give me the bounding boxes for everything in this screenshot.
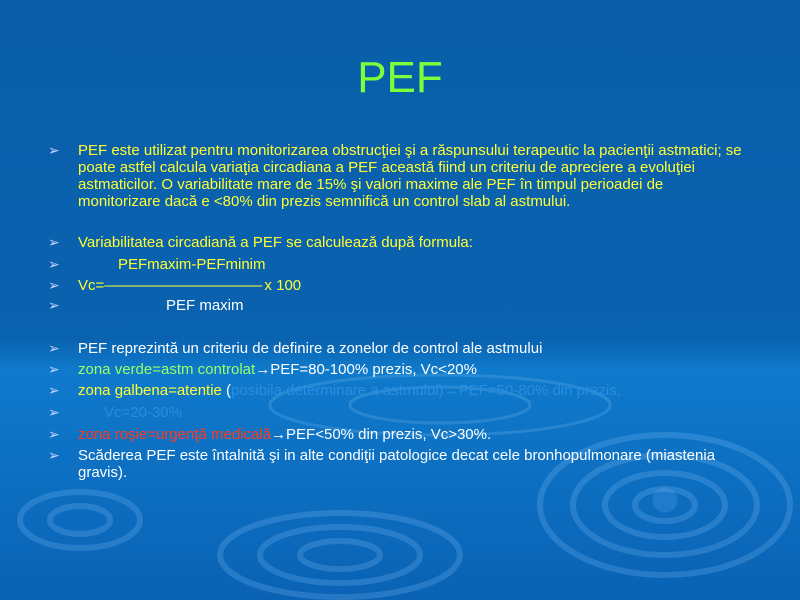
item-text: PEF este utilizat pentru monitorizarea obstrucţiei şi a răspunsului terapeutic la pacienţii astmatici; se poate astfel calcula variaţia circadiana a PEF această fiind un criteriu de apreciere a evoluţiei astmaticilor. O variabilitate mare de 15% şi valori maxime ale PEF în timpul perioadei de monitorizare dacă e <80% din prezis semnifică un control slab al astmului. <box>78 142 742 210</box>
arrow-bullet-icon: ➢ <box>48 404 60 420</box>
formula-denominator: PEF maxim <box>166 297 244 314</box>
arrow-bullet-icon: ➢ <box>48 277 60 293</box>
list-item <box>48 382 748 399</box>
list-item <box>48 404 748 421</box>
arrow-bullet-icon: ➢ <box>48 256 60 272</box>
slide-title: PEF <box>357 53 443 102</box>
list-item <box>48 361 748 378</box>
yellow-zone-vc: Vc=20-30% <box>104 404 182 421</box>
list-item <box>48 340 748 357</box>
list-item <box>48 447 748 481</box>
list-item <box>48 256 748 273</box>
formula-numerator: PEFmaxim-PEFminim <box>118 256 266 273</box>
arrow-bullet-icon: ➢ <box>48 234 60 250</box>
arrow-bullet-icon: ➢ <box>48 361 60 377</box>
arrow-bullet-icon: ➢ <box>48 340 60 356</box>
item-text: Variabilitatea circadiană a PEF se calculează după formula: <box>78 234 473 251</box>
list-item <box>48 142 748 210</box>
item-text: PEF reprezintă un criteriu de definire a zonelor de control ale astmului <box>78 340 543 357</box>
bullet-list <box>48 142 748 481</box>
arrow-bullet-icon: ➢ <box>48 382 60 398</box>
list-item <box>48 297 748 314</box>
list-item <box>48 234 748 251</box>
list-item <box>48 426 748 443</box>
arrow-bullet-icon: ➢ <box>48 447 60 463</box>
yellow-zone-label: zona galbena=atentie <box>78 382 222 399</box>
red-zone-label: zona roşie=urgenţă medicală <box>78 426 272 443</box>
formula-suffix: x 100 <box>260 277 302 294</box>
arrow-bullet-icon: ➢ <box>48 142 60 158</box>
red-zone-detail: →PEF<50% din prezis, Vc>30%. <box>271 426 492 443</box>
arrow-bullet-icon: ➢ <box>48 426 60 442</box>
formula-fraction-line: ———————————— <box>104 277 261 294</box>
formula-prefix: Vc= <box>78 277 105 294</box>
green-zone-label: zona verde=astm controlat <box>78 361 256 378</box>
arrow-bullet-icon: ➢ <box>48 297 60 313</box>
yellow-zone-detail: posibila determinare a astmului)→PEF=50-80% din prezis, <box>231 382 621 399</box>
item-text: Scăderea PEF este întalnită şi in alte condiţii patologice decat cele bronhopulmonare (miastenia gravis). <box>78 447 716 481</box>
yellow-zone-paren: ( <box>221 382 232 399</box>
green-zone-detail: →PEF=80-100% prezis, Vc<20% <box>255 361 477 378</box>
list-item <box>48 277 748 294</box>
